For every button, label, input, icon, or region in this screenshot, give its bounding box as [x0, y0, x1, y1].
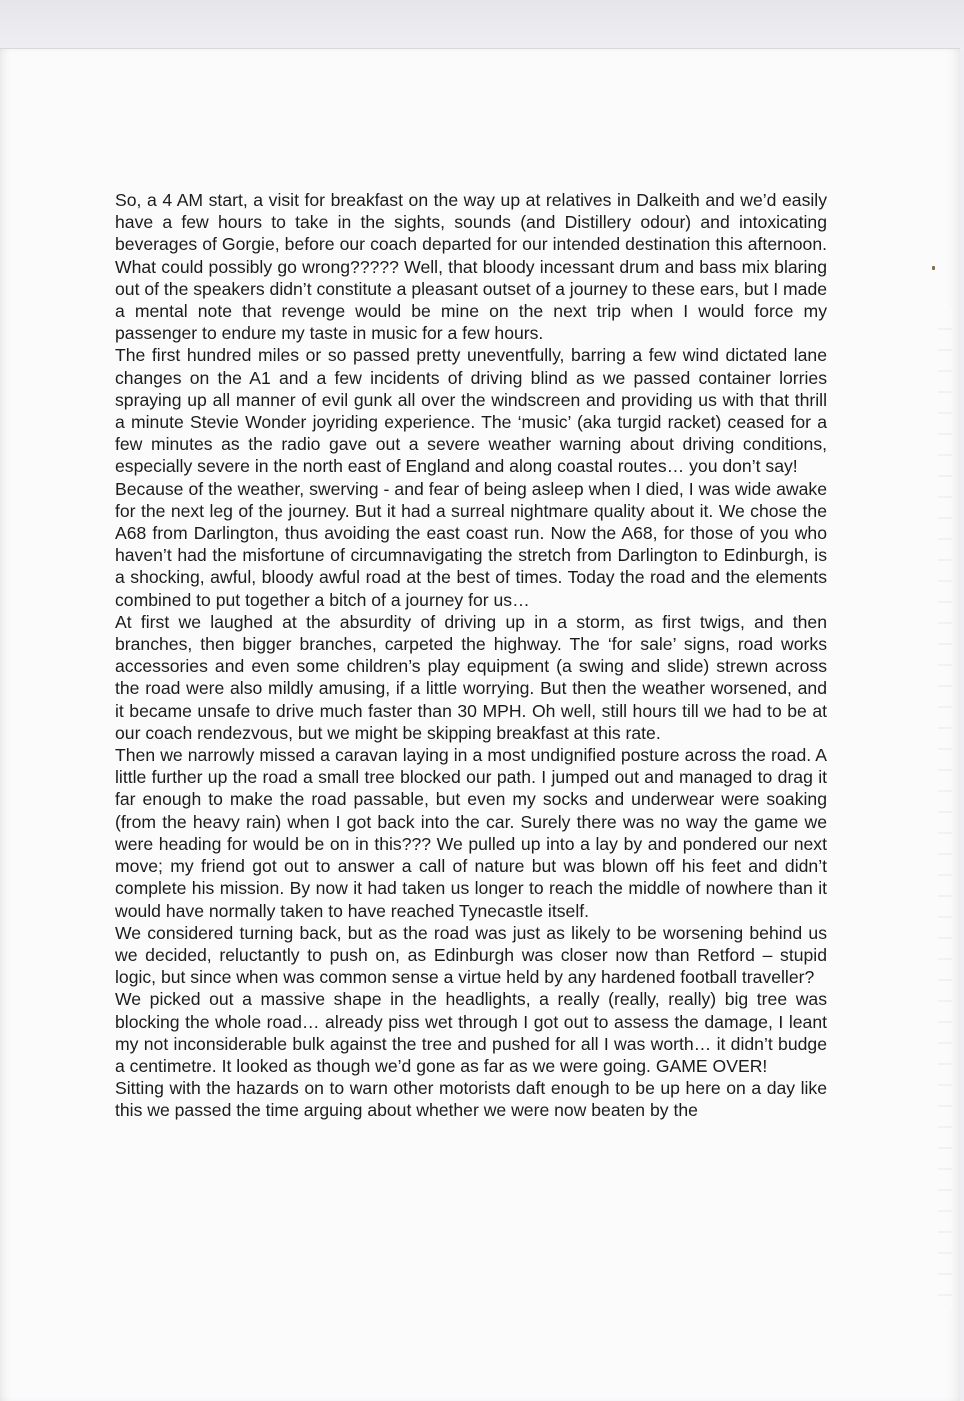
paragraph-6: We considered turning back, but as the road was just as likely to be worsening behind us we decided, reluctantly to push on, as Edinburgh was closer now than Retford – stupid logic, but since when was common sense a virtue held by any hardened football traveller? [115, 922, 827, 988]
paragraph-3: Because of the weather, swerving - and fear of being asleep when I died, I was wide awake for the next leg of the journey. But it had a surreal nightmare quality about it. We chose the A68 from Darlington, thus avoiding the east coast run. Now the A68, for those of you who haven’t had the misfortune of circumnavigating the stretch from Darlington to Edinburgh, is a shocking, awful, bloody awful road at the best of times. Today the road and the elements combined to put together a bitch of a journey for us… [115, 478, 827, 610]
article-body [115, 189, 827, 1122]
paragraph-1: So, a 4 AM start, a visit for breakfast on the way up at relatives in Dalkeith and we’d easily have a few hours to take in the sights, sounds (and Distillery odour) and intoxicating beverages of Gorgie, before our coach departed for our intended destination this afternoon. What could possibly go wrong????? Well, that bloody incessant drum and bass mix blaring out of the speakers didn’t constitute a pleasant outset of a journey to these ears, but I made a mental note that revenge would be mine on the next trip when I would force my passenger to endure my taste in music for a few hours. [115, 190, 828, 344]
paragraph-7: We picked out a massive shape in the headlights, a really (really, really) big tree was blocking the whole road… already piss wet through I got out to assess the damage, I leant my not inconsiderable bulk against the tree and pushed for all I was worth… it didn’t budge a centimetre. It looked as though we’d gone as far as we were going. GAME OVER! [115, 989, 827, 1076]
scan-top-shadow [0, 0, 964, 50]
bleed-through-edge [938, 309, 952, 1309]
scan-speck [932, 266, 935, 270]
paragraph-5: Then we narrowly missed a caravan laying in a most undignified posture across the road. A little further up the road a small tree blocked our path. I jumped out and managed to drag it far enough to make the road passable, but even my socks and underwear were soaking (from the heavy rain) when I got back into the car. Surely there was no way the game we were heading for would be on in this??? We pulled up into a lay by and pondered our next move; my friend got out to answer a call of nature but was blown off his feet and didn’t complete his mission. By now it had taken us longer to reach the middle of nowhere than it would have normally taken to have reached Tynecastle itself. [115, 745, 827, 921]
paragraph-8: Sitting with the hazards on to warn other motorists daft enough to be up here on a day like this we passed the time arguing about whether we were now beaten by the [115, 1078, 827, 1121]
paragraph-4: At first we laughed at the absurdity of driving up in a storm, as first twigs, and then branches, then bigger branches, carpeted the highway. The ‘for sale’ signs, road works accessories and even some children’s play equipment (a swing and slide) strewn across the road were also mildly amusing, if a little worrying. But then the weather worsened, and it became unsafe to drive much faster than 30 MPH. Oh well, still hours till we had to be at our coach rendezvous, but we might be skipping breakfast at this rate. [115, 611, 827, 743]
paragraph-2: The first hundred miles or so passed pretty uneventfully, barring a few wind dictated lane changes on the A1 and a few incidents of driving blind as we passed container lorries spraying up all manner of evil gunk all over the windscreen and providing us with that thrill a minute Stevie Wonder joyriding experience. The ‘music’ (aka turgid racket) ceased for a few minutes as the radio gave out a severe weather warning about driving conditions, especially severe in the north east of England and along coastal routes… you don’t say! [115, 345, 827, 477]
